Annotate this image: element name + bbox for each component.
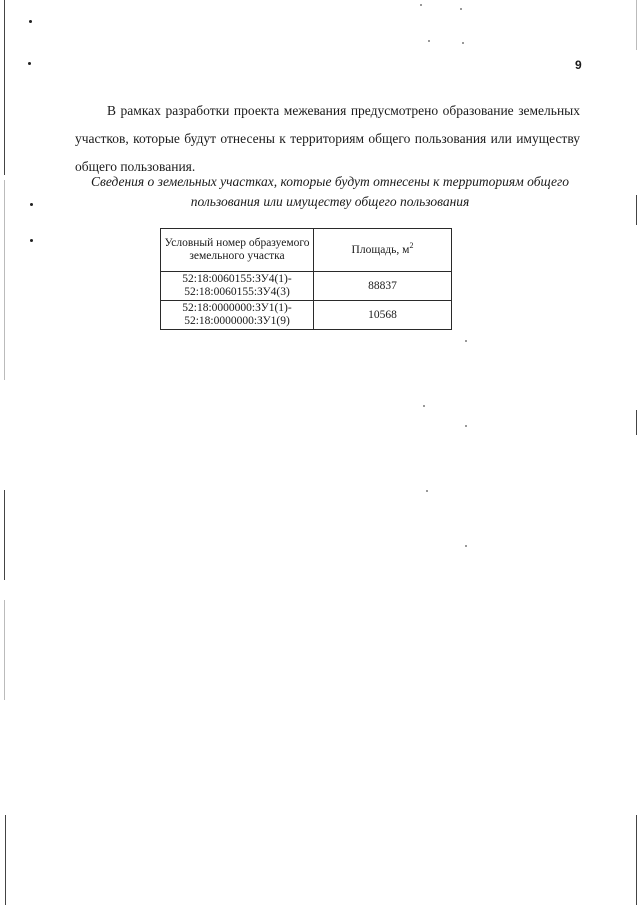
plot-id-line: 52:18:0000000:ЗУ1(1)-	[182, 302, 292, 314]
body-paragraph: В рамках разработки проекта межевания предусмотрено образование земельных участков, которые будут отнесены к территориям общего пользования или имуществу общего пользования.	[75, 102, 580, 174]
page-number: 9	[575, 58, 582, 72]
plot-id-cell	[161, 272, 314, 301]
scan-speck	[428, 40, 430, 42]
plot-id-line: 52:18:0060155:ЗУ4(1)-	[182, 273, 292, 285]
scan-speck	[423, 405, 425, 407]
scan-edge-line	[5, 815, 6, 905]
header-plot-id: Условный номер образуемого земельного участка	[161, 229, 314, 272]
scan-dot	[28, 62, 31, 65]
scan-edge-line	[4, 0, 5, 175]
scan-dot	[30, 203, 33, 206]
scan-speck	[420, 4, 422, 6]
scan-edge-line	[4, 600, 5, 700]
table-row	[161, 272, 452, 301]
scan-speck	[460, 8, 462, 10]
scan-edge-line	[636, 195, 637, 225]
scan-speck	[426, 490, 428, 492]
scan-speck	[465, 425, 467, 427]
table-caption: Сведения о земельных участках, которые будут отнесены к территориям общего пользования или имуществу общего пользования	[90, 174, 570, 209]
scan-speck	[465, 545, 467, 547]
scan-edge-line	[636, 410, 637, 435]
scan-edge-line	[636, 815, 637, 905]
scan-edge-line	[4, 180, 5, 380]
land-plots-table	[160, 228, 452, 330]
plot-area-cell: 10568	[314, 301, 452, 330]
header-area	[314, 229, 452, 272]
header-area-superscript: 2	[409, 240, 414, 250]
plot-id-line: 52:18:0060155:ЗУ4(3)	[184, 286, 290, 298]
table-row	[161, 301, 452, 330]
table-header-row	[161, 229, 452, 272]
plot-area-cell: 88837	[314, 272, 452, 301]
scan-dot	[29, 20, 32, 23]
scan-edge-line	[4, 490, 5, 580]
plot-id-cell	[161, 301, 314, 330]
scan-edge-line	[636, 0, 637, 50]
scan-dot	[30, 239, 33, 242]
scan-speck	[462, 42, 464, 44]
plot-id-line: 52:18:0000000:ЗУ1(9)	[184, 315, 290, 327]
scan-speck	[465, 340, 467, 342]
header-area-label: Площадь, м	[351, 243, 410, 256]
